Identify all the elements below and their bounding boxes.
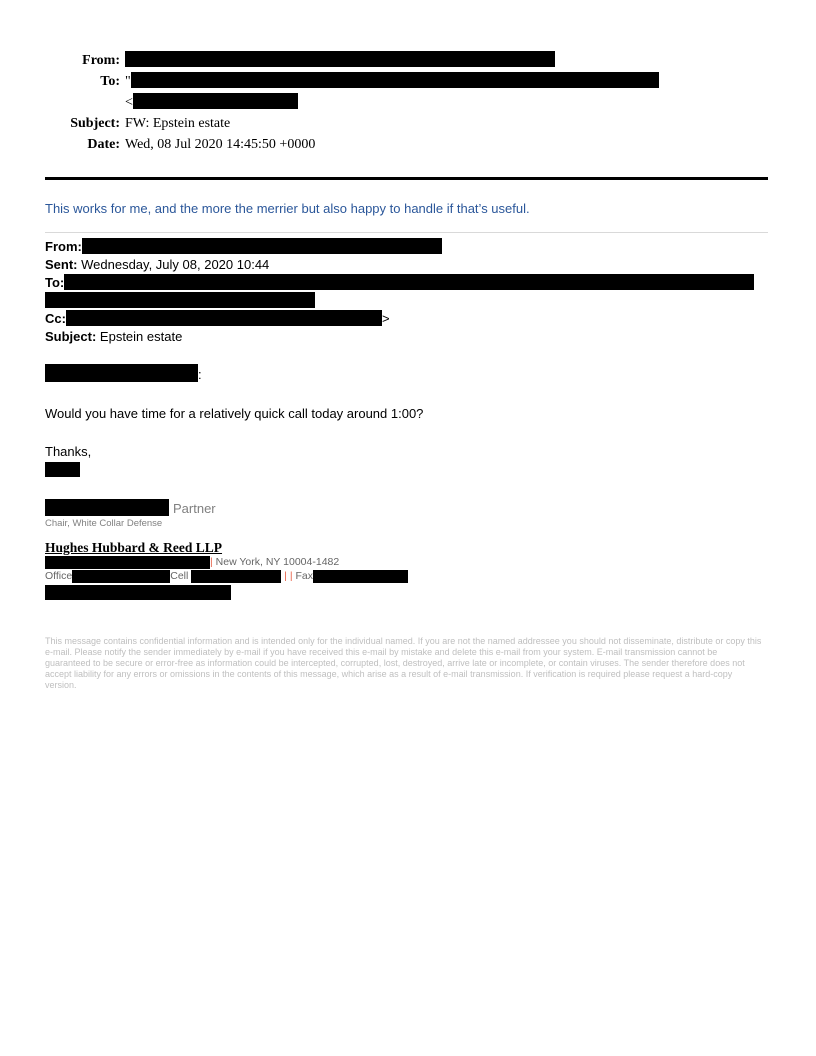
redaction-bar xyxy=(45,499,169,516)
header-row-to xyxy=(45,71,768,113)
signature-address-line xyxy=(45,555,768,569)
fwd-row-cc xyxy=(45,310,768,328)
header-row-date xyxy=(45,134,768,155)
header-divider-line xyxy=(45,177,768,180)
redacted-email-address xyxy=(45,585,231,600)
email-header xyxy=(45,50,768,155)
redacted-greeting xyxy=(45,364,198,382)
cc-angle-bracket: > xyxy=(381,311,390,326)
redaction-bar xyxy=(66,310,382,326)
email-body xyxy=(45,364,768,477)
from-value xyxy=(125,50,555,71)
redaction-bar xyxy=(45,556,210,569)
fwd-to-label: To: xyxy=(45,275,65,290)
fwd-row-from xyxy=(45,238,768,256)
fwd-subject-label: Subject: xyxy=(45,329,97,344)
fwd-sent-label: Sent: xyxy=(45,257,78,272)
redaction-bar xyxy=(72,570,170,583)
office-label: Office xyxy=(45,570,73,582)
forwarded-message-header xyxy=(45,238,768,346)
separator-pipe: | xyxy=(210,556,213,568)
fwd-from-label: From: xyxy=(45,239,82,254)
date-label: Date: xyxy=(87,137,120,152)
redaction-bar xyxy=(125,51,555,67)
date-value: Wed, 08 Jul 2020 14:45:50 +0000 xyxy=(125,137,316,152)
forwarded-message-divider xyxy=(45,232,768,233)
signature-block xyxy=(45,499,768,600)
city-line: New York, NY 10004-1482 xyxy=(215,556,340,568)
greeting-line xyxy=(45,364,768,384)
subject-label: Subject: xyxy=(70,116,120,131)
separator-pipe: | xyxy=(284,570,287,582)
redaction-bar xyxy=(313,570,408,583)
firm-name: Hughes Hubbard & Reed LLP xyxy=(45,540,223,555)
reply-note: This works for me, and the more the merrier but also happy to handle if that’s useful. xyxy=(45,201,530,216)
fwd-subject-value: Epstein estate xyxy=(99,329,183,344)
cell-label: Cell xyxy=(170,570,189,582)
fwd-row-subject xyxy=(45,328,768,346)
closing-line: Thanks, xyxy=(45,444,92,459)
fwd-cc-label: Cc: xyxy=(45,311,66,326)
body-question: Would you have time for a relatively quick call today around 1:00? xyxy=(45,406,424,421)
redaction-bar xyxy=(64,274,754,290)
redacted-sender-name xyxy=(45,462,80,477)
from-label: From: xyxy=(82,53,120,68)
signature-title: Partner xyxy=(173,501,216,516)
fwd-sent-value: Wednesday, July 08, 2020 10:44 xyxy=(81,257,270,272)
redaction-bar xyxy=(82,238,442,254)
signature-role: Chair, White Collar Defense xyxy=(45,518,163,529)
fwd-row-to xyxy=(45,274,768,310)
to-angle-bracket: < xyxy=(125,95,133,110)
fwd-row-sent xyxy=(45,256,768,274)
to-quote: " xyxy=(125,74,131,89)
subject-value: FW: Epstein estate xyxy=(125,116,231,131)
header-row-from xyxy=(45,50,768,71)
redaction-bar xyxy=(131,72,659,88)
signature-name-line xyxy=(45,499,768,517)
redaction-bar xyxy=(133,93,298,109)
signature-phone-line xyxy=(45,569,768,583)
header-row-subject xyxy=(45,113,768,134)
greeting-colon: : xyxy=(198,367,202,382)
redaction-bar xyxy=(191,570,281,583)
to-label: To: xyxy=(100,74,120,89)
to-value xyxy=(125,71,659,113)
redaction-bar xyxy=(45,292,315,308)
confidentiality-disclaimer: This message contains confidential information and is intended only for the individual named. If you are not the named addressee you should not disseminate, distribute or copy this e-mail. Please notify the sender immediately by e-mail if you have received this e-mail by mistake and delete this e-mail from your system. E-mail transmission cannot be guaranteed to be secure or error-free as information could be intercepted, corrupted, lost, destroyed, arrive late or incomplete, or contain viruses. The sender therefore does not accept liability for any errors or omissions in the contents of this message, which arise as a result of e-mail transmission. If verification is required please request a hard-copy version. xyxy=(45,636,762,690)
fax-label: Fax xyxy=(295,570,313,582)
separator-pipe: | xyxy=(289,570,293,582)
